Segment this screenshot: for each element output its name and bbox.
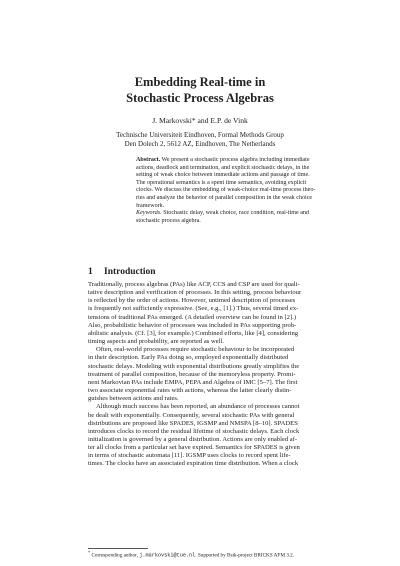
footnote-text-tail: . Supported by Bsik-project BRICKS AFM 3.2. [195,552,295,559]
body-line: in terms of stochastic automata [11]. IGSMP uses clocks to record spent life- [88,452,291,460]
body-line: distributions are proposed like SPADES, IGSMP and NMSPA [8–10]. SPADES [88,419,298,427]
body-line: tensions of traditional PAs emerged. (A detailed overview can be found in [2].) [88,313,297,321]
abstract-line: framework. [136,202,165,209]
section-number: 1 [88,267,93,277]
abstract-line: ries and analyze the behavior of parallel composition in the weak choice [136,194,313,201]
footnote-rule [88,548,148,549]
keywords-text: Stochastic delay, weak choice, race condition, real-time and [163,210,310,217]
keywords-line: stochastic process algebra. [136,217,201,224]
body-line: introduces clocks to record the residual lifetime of stochastic delays. Each clock [88,427,300,435]
paper-title [0,74,400,106]
keywords-line [136,210,326,218]
body-line: abilistic analysis. (Cf. [3], for example.) Combined efforts, like [4], considering [88,329,299,337]
body-line: ter all clocks from a particular set have expired. Semantics for SPADES is given [88,444,300,452]
body-line: Traditionally, process algebras (PAs) like ACP, CCS and CSP are used for quali- [88,281,300,288]
abstract-label: Abstract. [136,157,161,163]
body-line: two associate exponential rates with actions, whereas the latter clearly distin- [88,387,292,395]
affiliation [0,131,400,149]
abstract-line: clocks. We discuss the embedding of weak-choice real-time process theo- [136,187,316,194]
abstract-text: We present a stochastic process algebra including immediate [161,157,310,163]
author-list: J. Markovski* and E.P. de Vink [152,116,248,125]
abstract-line [136,157,326,165]
body-line: is frequently not sufficiently expressive. (See, e.g., [1].) Thus, several timed ex- [88,305,299,313]
footnote-email: j.markovski@tue.nl [139,552,196,559]
body-line: in their description. Early PAs doing so, employed exponentially distributed [88,354,289,362]
footnote-mark: * [88,550,91,555]
body-line: timing aspects and probability, are reported as well. [88,338,224,346]
affiliation-line: Technische Universiteit Eindhoven, Formal Methods Group [116,131,284,139]
abstract-line: setting of weak choice between immediate actions and passage of time. [136,172,310,179]
body-line: stochastic delays. Modeling with exponential distributions greatly simplifies the [88,362,300,370]
body-line: Often, real-world processes require stochastic behaviour to be incorporated [96,346,295,354]
abstract-line: actions, deadlock and termination, and explicit stochastic delays, in the [136,164,310,171]
title-line: Embedding Real-time in [134,75,266,89]
body-line: nent Markovian PAs include EMPA, PEPA and Algebra of IMC [5–7]. The first [88,378,298,386]
body-text [88,281,312,469]
keywords-label: Keywords. [136,210,162,217]
body-line: tative description and verification of processes. In this setting, process behaviour [88,289,302,297]
body-line: treatment of parallel composition, because of the memoryless property. Promi- [88,370,296,378]
body-line: be dealt with exponentially. Consequently, several stochastic PAs with general [88,411,295,419]
section-title: Introduction [104,267,156,277]
body-line: is reflected by the order of actions. However, untimed description of processes [88,297,296,305]
body-line: guishes between actions and rates. [88,395,179,403]
body-line: Although much success has been reported, an abundance of processes cannot [96,403,300,411]
title-line: Stochastic Process Algebras [126,91,274,105]
affiliation-line: Den Dolech 2, 5612 AZ, Eindhoven, The Netherlands [124,140,276,148]
footnote [88,550,318,559]
abstract-block [136,157,326,225]
section-heading [88,266,156,278]
body-line: initialization is governed by a general distribution. Actions are only enabled af- [88,435,298,443]
abstract-line: The operational semantics is a spent time semantics, avoiding explicit [136,179,307,186]
body-line: times. The clocks have an associated expiration time distribution. When a clock [88,460,299,468]
footnote-text: Corresponding author, [91,552,140,559]
body-line: Also, probabilistic behavior of processes was included in PAs supporting prob- [88,321,297,329]
